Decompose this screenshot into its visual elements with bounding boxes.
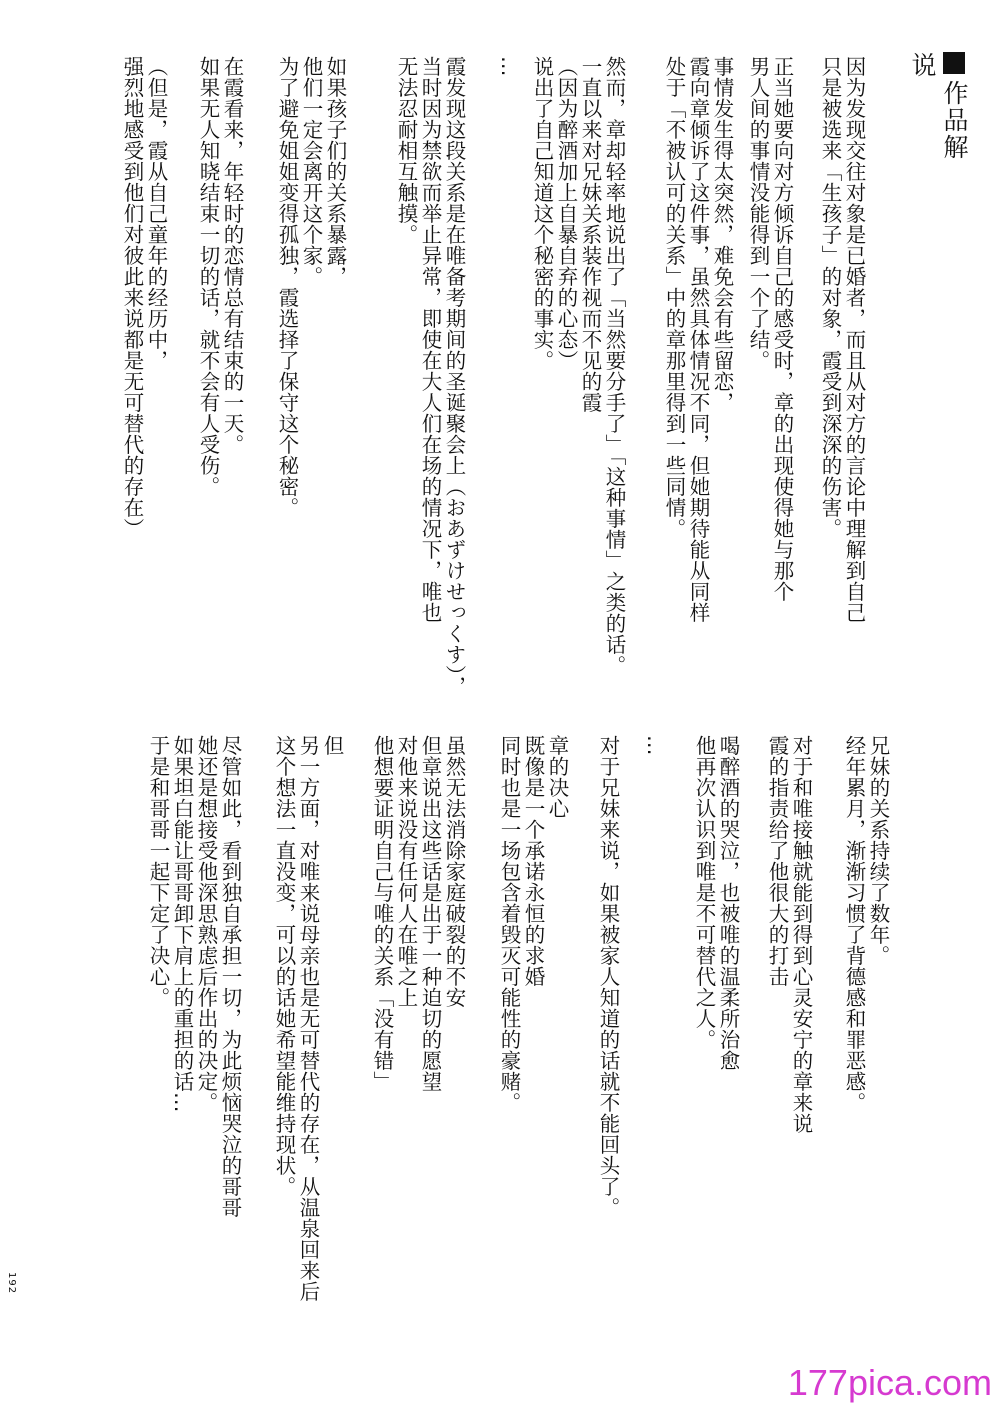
text-line: 另一方面，对唯来说母亲也是无可替代的存在，从温泉回来后 [296,735,320,1302]
text-line: 霞的指责给了他很大的打击 [765,735,789,987]
paragraph [120,56,168,676]
page-number: 192 [6,1272,17,1295]
text-line: 他们一定会离开这个家。 [299,56,323,287]
text-line: 对于和唯接触就能到得到心灵安宁的章来说 [789,735,813,1134]
text-line: 经年累月，渐渐习惯了背德感和罪恶感。 [842,735,866,1113]
text-line: 男人间的事情没能得到一个了结。 [746,56,770,371]
square-bullet-icon [943,52,965,74]
text-line: 他再次认识到唯是不可替代之人。 [692,735,716,1050]
text-line: 说出了自己知道这个秘密的事实。 [530,56,554,371]
text-line: 一直以来对兄妹关系装作视而不见的霞 [578,56,602,413]
paragraph [530,56,626,676]
paragraph [818,56,866,676]
text-line: （但是，霞从自己童年的经历中， [144,56,168,371]
text-line: 正当她要向对方倾诉自己的感受时，章的出现使得她与那个 [770,56,794,602]
text-line: 为了避免姐姐变得孤独，霞选择了保守这个秘密。 [275,56,299,518]
text-line: （因为醉酒加上自暴自弃的心态） [554,56,578,371]
ellipsis [497,56,521,676]
text-line: 同时也是一场包含着毁灭可能性的豪赌。 [497,735,521,1113]
text-line: 尽管如此，看到独自承担一切，为此烦恼哭泣的哥哥 [218,735,242,1218]
paragraph [765,735,813,1305]
paragraph [746,56,794,676]
paragraph [370,735,466,1305]
text-line: 但 [320,735,344,756]
text-line: 对他来说没有任何人在唯之上 [394,735,418,1008]
text-line: 喝醉酒的哭泣，也被唯的温柔所治愈 [716,735,740,1071]
text-line: … [497,56,521,77]
text-line: 在霞看来，年轻时的恋情总有结束的一天。 [220,56,244,455]
text-line: 对于兄妹来说，如果被家人知道的话就不能回头了。 [596,735,620,1218]
text-line: 然而，章却轻率地说出了「当然要分手了」「这种事情」之类的话。 [602,56,626,676]
paragraph [272,735,344,1305]
paragraph [196,56,244,676]
text-line: 但章说出这些话是出于一种迫切的愿望 [418,735,442,1092]
text-line: 无法忍耐相互触摸。 [394,56,418,245]
text-line: 章的决心 [545,735,569,819]
text-line: 霞向章倾诉了这件事，虽然具体情况不同，但她期待能从同样 [686,56,710,623]
text-line: 如果坦白能让哥哥卸下肩上的重担的话… [170,735,194,1113]
text-line: 只是被选来「生孩子」的对象，霞受到深深的伤害。 [818,56,842,539]
text-line: 虽然无法消除家庭破裂的不安 [442,735,466,1008]
paragraph [497,735,569,1305]
text-line: 因为发现交往对象是已婚者，而且从对方的言论中理解到自己 [842,56,866,623]
text-line: 处于「不被认可的关系」中的章那里得到一些同情。 [662,56,686,539]
text-line: 如果孩子们的关系暴露， [323,56,347,287]
watermark: 177pica.com [787,1362,992,1403]
paragraph [275,56,347,676]
text-line: … [643,735,667,756]
text-line: 既像是一个承诺永恒的求婚 [521,735,545,987]
paragraph [842,735,890,1305]
paragraph [662,56,734,676]
ellipsis [643,735,667,1305]
text-line: 霞发现这段关系是在唯备考期间的圣诞聚会上（おあずけせっくす）， [442,56,466,697]
paragraph [394,56,466,696]
text-line: 如果无人知晓结束一切的话，就不会有人受伤。 [196,56,220,497]
paragraph [596,735,620,1305]
text-line: 这个想法一直没变，可以的话她希望能维持现状。 [272,735,296,1197]
paragraph [146,735,242,1305]
text-line: 事情发生得太突然，难免会有些留恋， [710,56,734,413]
text-line: 兄妹的关系持续了数年。 [866,735,890,966]
text-line: 于是和哥哥一起下定了决心。 [146,735,170,1008]
heading-text: 作品解说 [908,52,969,161]
paragraph [692,735,740,1305]
text-line: 强烈地感受到他们对彼此来说都是无可替代的存在） [120,56,144,539]
text-line: 当时因为禁欲而举止异常，即使在大人们在场的情况下，唯也 [418,56,442,623]
text-line: 他想要证明自己与唯的关系「没有错」 [370,735,394,1092]
section-heading [908,52,970,182]
text-line: 她还是想接受他深思熟虑后作出的决定。 [194,735,218,1113]
